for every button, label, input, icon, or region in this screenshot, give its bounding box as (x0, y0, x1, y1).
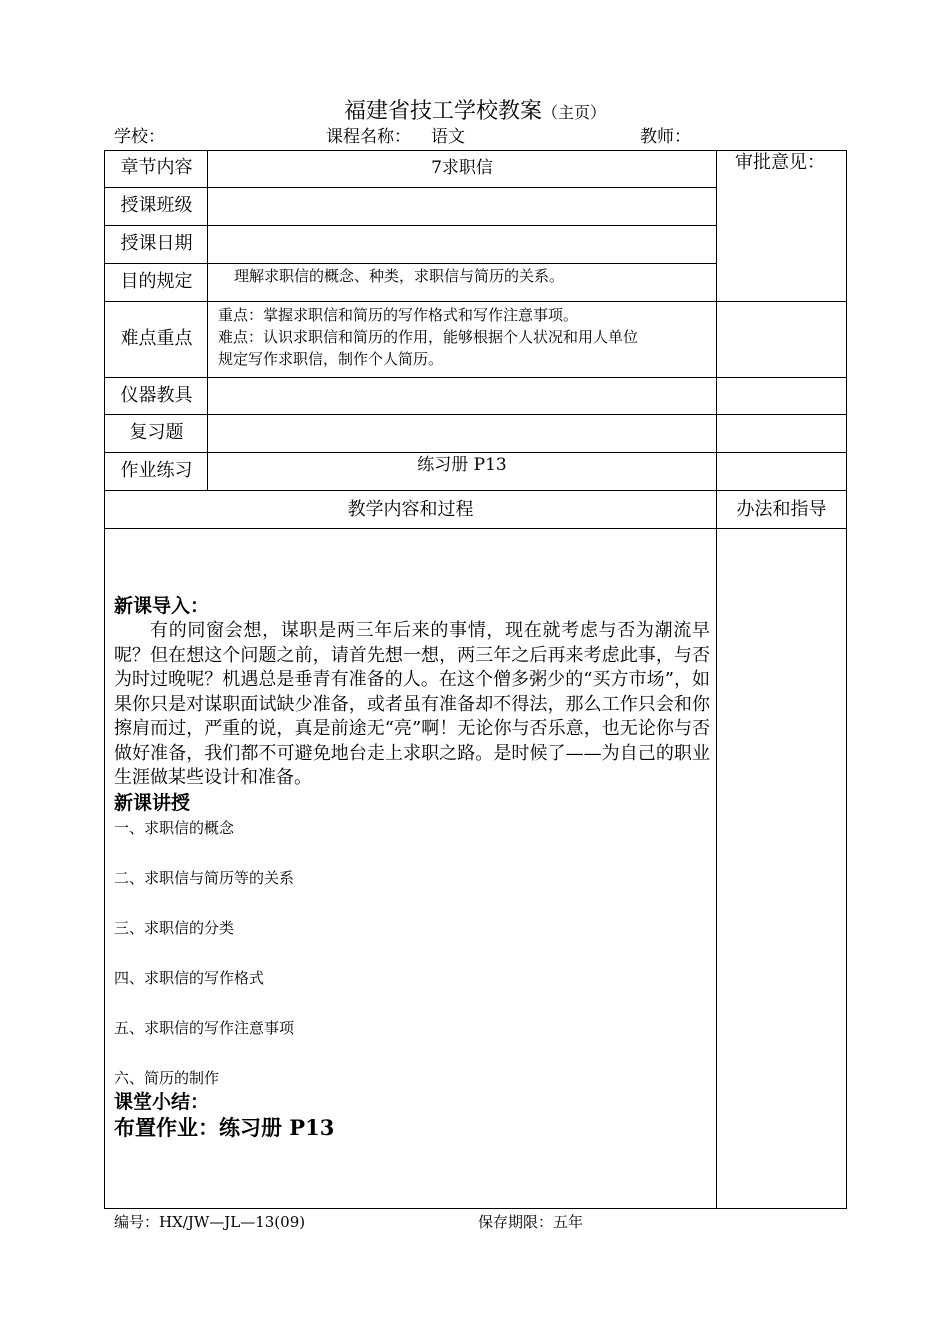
title-main: 福建省技工学校教案 (343, 99, 542, 124)
teacher-label: 教师： (640, 127, 691, 147)
review-label: 复习题 (129, 422, 184, 443)
equipment-label: 仪器教具 (120, 385, 193, 406)
lesson-item: 三、求职信的分类 (114, 918, 235, 937)
lesson-item: 一、求职信的概念 (114, 818, 235, 837)
keypoint-line: 重点：掌握求职信和简历的写作格式和写作注意事项。 (218, 306, 579, 324)
lesson-heading: 新课讲授 (114, 791, 191, 814)
date-label: 授课日期 (120, 233, 193, 254)
lesson-item: 五、求职信的写作注意事项 (114, 1018, 295, 1037)
intro-heading: 新课导入： (114, 595, 210, 617)
homework-label: 作业练习 (120, 460, 193, 481)
row-divider (104, 528, 847, 529)
table-border-left (104, 150, 105, 1209)
keypoint-line: 难点：认识求职信和简历的作用，能够根据个人状况和用人单位 (218, 328, 639, 346)
row-divider (104, 225, 716, 226)
row-divider (104, 490, 847, 491)
objective-label: 目的规定 (120, 271, 193, 292)
keypoint-line: 规定写作求职信，制作个人简历。 (218, 350, 444, 368)
column-divider (716, 150, 717, 1209)
intro-paragraph: 有的同窗会想，谋职是两三年后来的事情，现在就考虑与否为潮流早呢？但在想这个问题之前，请首先想一想，两三年之后再来考虑此事，与否为时过晚呢？机遇总是垂青有准备的人。在这个僧多粥少的“买方市场”，如果你只是对谋职面试缺少准备，或者虽有准备却不得法，那么工作只会和你擦肩而过，严重的说，真是前途无“亮”啊！无论你与否乐意，也无论你与否做好准备，我们都不可避免地台走上求职之路。是时候了——为自己的职业生涯做某些设计和准备。 (114, 620, 710, 788)
table-border-bottom (104, 1208, 847, 1209)
class-label: 授课班级 (120, 195, 193, 216)
lesson-item: 四、求职信的写作格式 (114, 968, 265, 987)
chapter-value: 7求职信 (431, 158, 493, 178)
row-divider (104, 187, 716, 188)
retention-period: 保存期限：五年 (478, 1213, 584, 1231)
chapter-label: 章节内容 (120, 157, 193, 178)
assignment-heading: 布置作业：练习册 P13 (114, 1114, 335, 1140)
keypoints-label: 难点重点 (120, 328, 193, 349)
course-label: 课程名称： (326, 127, 411, 147)
lesson-item: 二、求职信与简历等的关系 (114, 868, 295, 887)
summary-heading: 课堂小结： (114, 1090, 210, 1113)
objective-value: 理解求职信的概念、种类，求职信与简历的关系。 (234, 267, 565, 285)
row-divider (104, 377, 847, 378)
keypoints-value (218, 304, 710, 370)
teaching-content (114, 594, 710, 1140)
content-header: 教学内容和过程 (347, 499, 474, 520)
row-divider (104, 301, 847, 302)
method-header: 办法和指导 (736, 499, 827, 520)
page-title (0, 97, 950, 128)
approval-label: 审批意见： (735, 152, 825, 173)
table-border-right (846, 150, 847, 1209)
homework-value: 练习册 P13 (417, 455, 507, 475)
document-code: 编号：HX/JW—JL—13(09) (114, 1213, 306, 1231)
school-label: 学校： (114, 127, 165, 147)
row-divider (104, 414, 847, 415)
course-value: 语文 (431, 127, 465, 147)
title-suffix: （主页） (542, 103, 607, 122)
lesson-item: 六、简历的制作 (114, 1068, 220, 1087)
row-divider (104, 263, 716, 264)
